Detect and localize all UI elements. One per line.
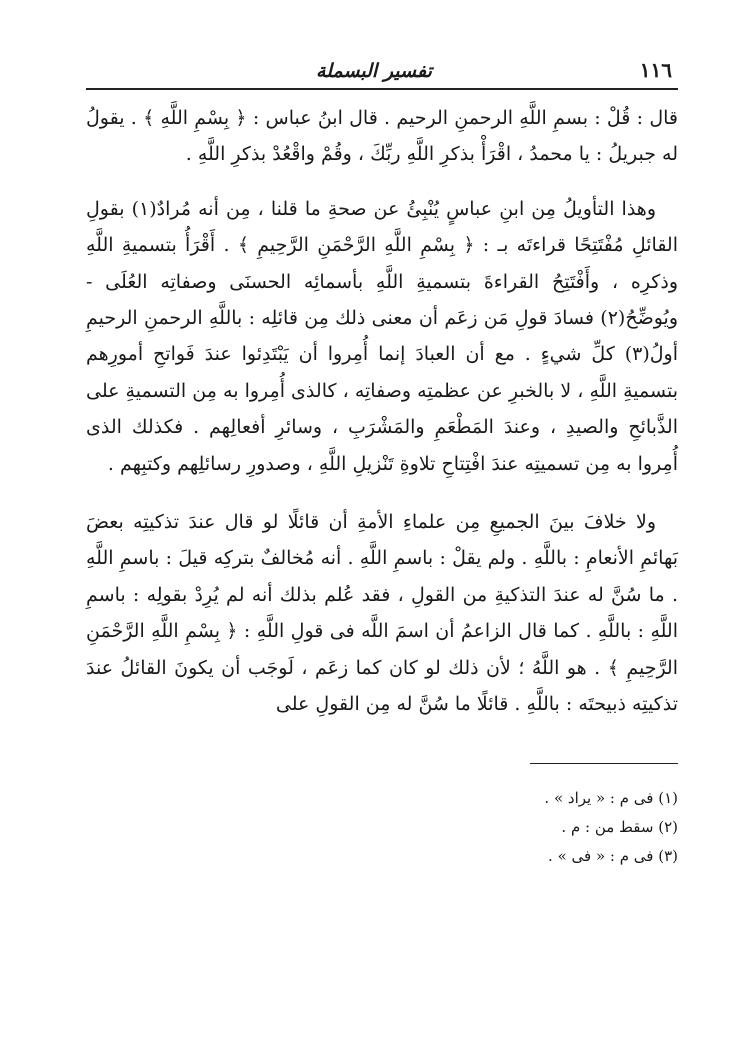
page-header xyxy=(86,48,678,82)
header-rule xyxy=(86,88,678,90)
paragraph-2: وهذا التأويلُ مِن ابنِ عباسٍ يُنْبِئُ عن صحةِ ما قلنا ، مِن أنه مُرادٌ(١) بقولِ القائلِ مُفْتَتِحًا قراءتَه بـ : ﴿ بِسْمِ اللَّهِ الرَّحْمَنِ الرَّحِيمِ ﴾ . أَقْرَأُ بتسميةِ اللَّهِ وذكرِه ، وأَفْتَتِحُ القراءةَ بتسميةِ اللَّهِ بأسمائِه الحسنَى وصفاتِه العُلَى - ويُوضِّحُ(٢) فسادَ قولِ مَن زعَم أن معنى ذلك مِن قائلِه : باللَّهِ الرحمنِ الرحيمِ أولُ(٣) كلِّ شيءٍ . مع أن العبادَ إنما أُمِروا أن يَبْتَدِئوا عندَ فَواتحِ أمورِهم بتسميةِ اللَّهِ ، لا بالخبرِ عن عظمتِه وصفاتِه ، كالذى أُمِروا به مِن التسميةِ على الذَّبائحِ والصيدِ ، وعندَ المَطْعَمِ والمَشْرَبِ ، وسائرِ أفعالِهم . فكذلك الذى أُمِروا به مِن تسميتِه عندَ افْتِتاحِ تلاوةِ تَنْزيلِ اللَّهِ ، وصدورِ رسائلِهم وكتبِهم . xyxy=(86,197,678,475)
paragraph-3: ولا خلافَ بينَ الجميعِ مِن علماءِ الأمةِ أن قائلًا لو قال عندَ تذكيتِه بعضَ بَهائمِ الأنعامِ : باللَّهِ . ولم يقلْ : باسمِ اللَّهِ . أنه مُخالفٌ بتركِه قيلَ : باسمِ اللَّهِ . ما سُنَّ له عندَ التذكيةِ من القولِ ، فقد عُلم بذلك أنه لم يُرِدْ بقولِه : باسمِ اللَّهِ : باللَّهِ . كما قال الزاعمُ أن اسمَ اللَّه فى قولِ اللَّهِ : ﴿ بِسْمِ اللَّهِ الرَّحْمَنِ الرَّحِيمِ ﴾ . هو اللَّهُ ؛ لأن ذلك لو كان كما زعَم ، لَوجَب أن يكونَ القائلُ عندَ تذكيتِه ذبيحتَه : باللَّهِ . قائلًا ما سُنَّ له مِن القولِ على xyxy=(86,511,678,716)
book-page xyxy=(86,48,678,871)
paragraph-spacer xyxy=(86,482,678,504)
paragraph-1: قال : قُلْ : بسمِ اللَّهِ الرحمنِ الرحيم . قال ابنُ عباس : ﴿ بِسْمِ اللَّهِ ﴾ . يقولُ له جبريلُ : يا محمدُ ، اقْرَأْ بذكرِ اللَّهِ ربِّكَ ، وقُمْ واقْعُدْ بذكرِ اللَّهِ . xyxy=(86,107,678,166)
page-body xyxy=(86,100,678,723)
paragraph-spacer xyxy=(86,173,678,191)
footnote-1: (١) فى م : « يراد » . xyxy=(544,788,678,807)
running-title: تفسير البسملة xyxy=(316,60,432,82)
footnote-rule xyxy=(530,763,678,764)
footnotes xyxy=(86,784,678,871)
page-number: ١١٦ xyxy=(639,58,672,82)
footnote-2: (٢) سقط من : م . xyxy=(561,817,678,836)
footnote-3: (٣) فى م : « فى » . xyxy=(548,846,678,865)
